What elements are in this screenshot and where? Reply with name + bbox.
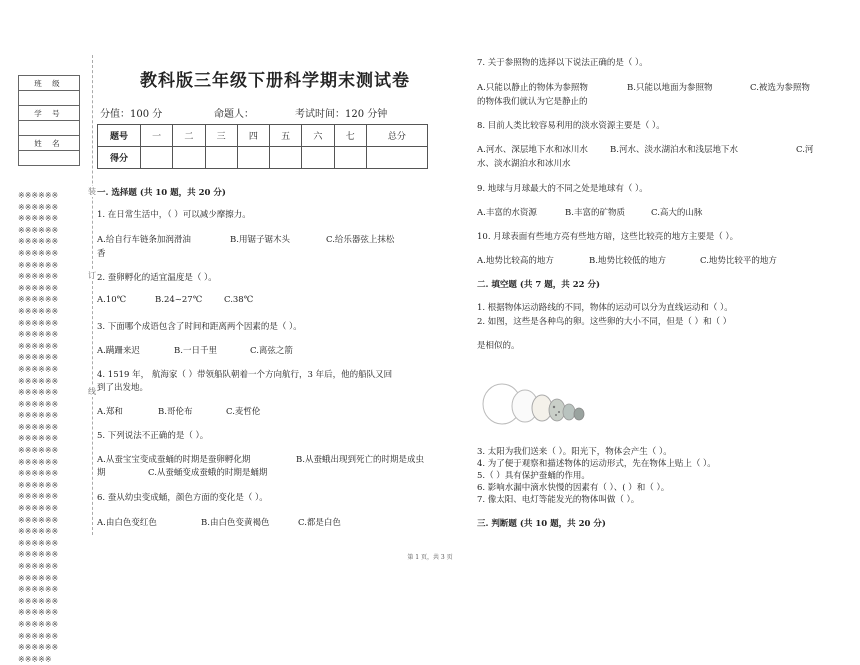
bird-eggs-image: [480, 382, 590, 428]
name-label: 姓 名: [19, 136, 80, 151]
page-footer: 第 1 页，共 3 页: [407, 554, 453, 561]
egg-small: [563, 404, 575, 420]
option-3a: A.蹒跚来迟: [97, 346, 140, 356]
score-cell: 一: [141, 125, 173, 147]
score-cell: 三: [205, 125, 237, 147]
option-4c: C.麦哲伦: [226, 407, 261, 417]
question-7: 7. 关于参照物的选择以下说法正确的是（ ）。: [477, 58, 648, 68]
option-1c-cont: 香: [97, 249, 106, 259]
score-cell: 四: [237, 125, 269, 147]
score-input-cell[interactable]: [334, 147, 366, 169]
score-row-label: 得分: [98, 147, 141, 169]
fill-4: 4. 为了便于观察和描述物体的运动形式，先在物体上贴上（ ）。: [477, 459, 716, 469]
fill-6: 6. 影响水漏中滴水快慢的因素有（ ）、( ）和（ ）。: [477, 483, 670, 493]
option-8a: A.河水、深层地下水和冰川水: [477, 145, 588, 155]
option-9c: C.高大的山脉: [651, 208, 703, 218]
section-heading-judge: 三. 判断题 (共 10 题，共 20 分): [477, 519, 606, 529]
option-1c: C.给乐器弦上抹松: [326, 235, 395, 245]
name-field[interactable]: [19, 151, 80, 166]
score-table-header-row: [98, 125, 428, 147]
student-id-label: 学 号: [19, 106, 80, 121]
question-5: 5. 下列说法不正确的是（ ）。: [97, 431, 209, 441]
question-8: 8. 目前人类比较容易利用的淡水资源主要是（ ）。: [477, 121, 665, 131]
option-9b: B.丰富的矿物质: [565, 208, 625, 218]
question-1: 1. 在日常生活中，（ ）可以减少摩擦力。: [97, 210, 251, 220]
option-10c: C.地势比较平的地方: [700, 256, 777, 266]
exam-time: 考试时间：120 分钟: [295, 109, 388, 120]
question-9: 9. 地球与月球最大的不同之处是地球有（ ）。: [477, 184, 648, 194]
score-cell: 二: [173, 125, 205, 147]
option-10a: A.地势比较高的地方: [477, 256, 554, 266]
score-cell: 七: [334, 125, 366, 147]
fill-5: 5.（ ）具有保护蚕蛹的作用。: [477, 471, 590, 481]
option-2c: C.38℃: [224, 295, 254, 305]
score-input-cell[interactable]: [366, 147, 427, 169]
score-total: 分值：100 分: [100, 109, 163, 120]
option-2a: A.10℃: [97, 295, 127, 305]
option-8b: B.河水、淡水湖泊水和浅层地下水: [610, 145, 738, 155]
binding-mark-zhuang: 装: [88, 187, 96, 196]
binding-stars: ※※※※※※ ※※※※※※ ※※※※※※ ※※※※※※ ※※※※※※ ※※※※※※ ※※※※※※ ※※※※※※ ※※※※※※ ※※※※※※ ※※※※※※ ※※※※※※ ※※※※※※ ※※※※※※ ※※※※※※ ※※※※※※ ※※※※※※ ※※※※※※ ※※※※※※ ※※※※※※ ※※※※※※ ※※※※※※ ※※※※※※ ※※※※※※ ※※※※※※ ※※※※※※ ※※※※※※ ※※※※※※ ※※※※※※ ※※※※※※ ※※※※※※ ※※※※※※ ※※※※※※ ※※※※※※ ※※※※※※ ※※※※※※ ※※※※※※ ※※※※※※ ※※※※※※ ※※※※※※ ※※※※※: [18, 191, 59, 664]
option-5b: B.从蚕蛾出现到死亡的时期是成虫: [296, 455, 424, 465]
option-6a: A.由白色变红色: [97, 518, 157, 528]
score-cell: 六: [302, 125, 334, 147]
score-input-cell[interactable]: [270, 147, 302, 169]
option-1b: B.用锯子锯木头: [230, 235, 290, 245]
option-3c: C.离弦之箭: [250, 346, 293, 356]
score-cell: 题号: [98, 125, 141, 147]
score-input-cell[interactable]: [205, 147, 237, 169]
option-10b: B.地势比较低的地方: [589, 256, 666, 266]
option-7a: A.只能以静止的物体为参照物: [477, 83, 588, 93]
option-3b: B.一日千里: [174, 346, 217, 356]
option-2b: B.24~27℃: [155, 295, 203, 305]
option-5c: C.从蚕蛹变成蚕蛾的时期是蛹期: [148, 468, 268, 478]
option-9a: A.丰富的水资源: [477, 208, 537, 218]
score-input-cell[interactable]: [302, 147, 334, 169]
binding-mark-xian: 线: [88, 387, 96, 396]
option-7c: C.被选为参照物: [750, 83, 810, 93]
option-6c: C.都是白色: [298, 518, 341, 528]
egg-speckled: [549, 399, 565, 421]
option-7b: B.只能以地面为参照物: [627, 83, 713, 93]
option-5a: A.从蚕宝宝变成蚕蛹的时期是蚕卵孵化期: [97, 455, 251, 465]
question-6: 6. 蚕从幼虫变成蛹，颜色方面的变化是（ ）。: [97, 493, 268, 503]
question-3: 3. 下面哪个成语包含了时间和距离两个因素的是（ ）。: [97, 322, 302, 332]
fill-3: 3. 太阳为我们送来（ ）。阳光下，物体会产生（ ）。: [477, 447, 672, 457]
fill-2-cont: 是相似的。: [477, 341, 520, 351]
option-7c-cont: 的物体我们就认为它是静止的: [477, 97, 588, 107]
option-5b-cont: 期: [97, 468, 106, 478]
binding-dashed-line: [92, 55, 93, 535]
score-input-cell[interactable]: [173, 147, 205, 169]
exam-title: 教科版三年级下册科学期末测试卷: [140, 71, 410, 91]
option-1a: A.给自行车链条加润滑油: [97, 235, 191, 245]
option-8c-cont: 水、淡水湖泊水和冰川水: [477, 159, 571, 169]
score-table-score-row: [98, 147, 428, 169]
option-4a: A.郑和: [97, 407, 123, 417]
score-cell: 五: [270, 125, 302, 147]
option-6b: B.由白色变黄褐色: [201, 518, 270, 528]
class-label: 班 级: [19, 76, 80, 91]
score-input-cell[interactable]: [141, 147, 173, 169]
class-field[interactable]: [19, 91, 80, 106]
score-cell: 总分: [366, 125, 427, 147]
student-info-table: [18, 75, 80, 166]
fill-2: 2. 如图，这些是各种鸟的卵。这些卵的大小不同，但是（ ）和（ ）: [477, 317, 732, 327]
student-id-field[interactable]: [19, 121, 80, 136]
egg-tiny: [574, 408, 584, 420]
question-setter: 命题人：: [214, 109, 254, 120]
question-10: 10. 月球表面有些地方亮有些地方暗，这些比较亮的地方主要是（ ）。: [477, 232, 739, 242]
section-heading-choice: 一. 选择题 (共 10 题，共 20 分): [97, 188, 226, 198]
fill-1: 1. 根据物体运动路线的不同，物体的运动可以分为直线运动和（ ）。: [477, 303, 733, 313]
question-4: 4. 1519 年， 航海家（ ）带领船队朝着一个方向航行，3 年后，他的船队又回: [97, 370, 393, 380]
binding-mark-ding: 订: [88, 271, 96, 280]
section-heading-fill: 二. 填空题 (共 7 题，共 22 分): [477, 280, 601, 290]
option-4b: B.哥伦布: [158, 407, 193, 417]
score-input-cell[interactable]: [237, 147, 269, 169]
question-4-cont: 到了出发地。: [97, 383, 149, 393]
fill-7: 7. 像太阳、电灯等能发光的物体叫做（ ）。: [477, 495, 640, 505]
score-table: [97, 124, 428, 169]
option-8c: C.河: [796, 145, 814, 155]
question-2: 2. 蚕卵孵化的适宜温度是（ ）。: [97, 273, 217, 283]
